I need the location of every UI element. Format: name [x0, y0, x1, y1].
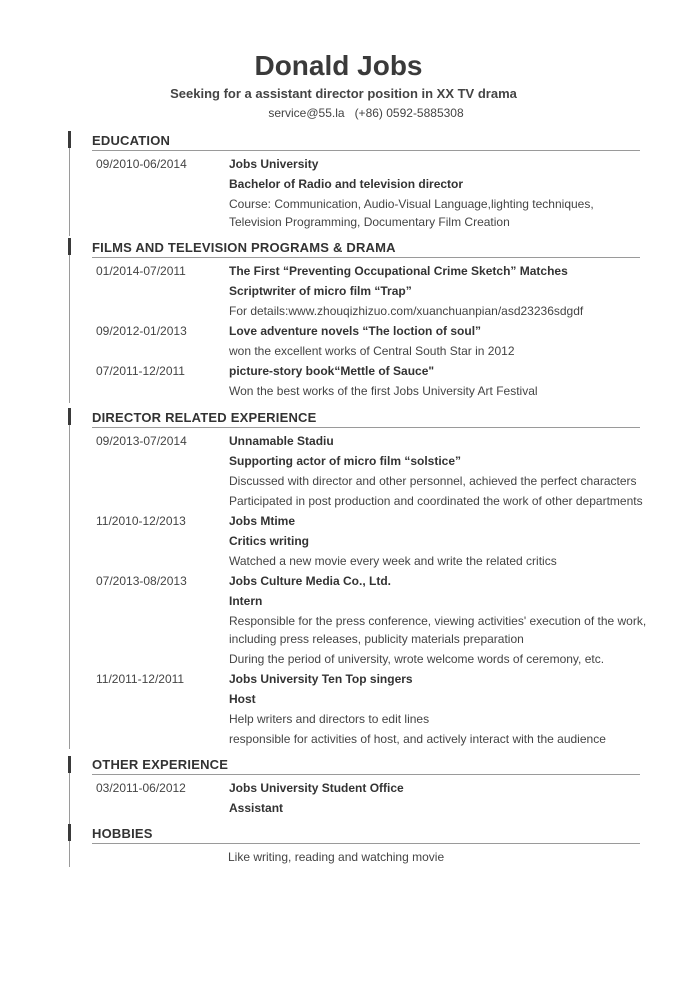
- desc-row: [0, 613, 700, 633]
- film-desc-row: [0, 343, 700, 363]
- degree: Bachelor of Radio and television director: [229, 177, 464, 191]
- role: Intern: [229, 594, 263, 608]
- film-heading: The First “Preventing Occupational Crime Sketch” Matches: [229, 264, 568, 278]
- role-row: [0, 800, 700, 820]
- experience-entry: [0, 433, 700, 453]
- film-heading: picture-story book“Mettle of Sauce": [229, 364, 435, 378]
- film-desc-row: [0, 303, 700, 323]
- section-marker: [68, 756, 71, 773]
- desc-line: Discussed with director and other personnel, achieved the perfect characters: [229, 474, 637, 488]
- hobbies-row: [0, 849, 700, 869]
- section-title-director: DIRECTOR RELATED EXPERIENCE: [92, 410, 317, 425]
- entry-date: 03/2011-06/2012: [96, 781, 186, 795]
- course-line: Course: Communication, Audio-Visual Language,lighting techniques,: [229, 197, 594, 211]
- role-row: [0, 691, 700, 711]
- section-title-education: EDUCATION: [92, 133, 171, 148]
- section-title-other: OTHER EXPERIENCE: [92, 757, 229, 772]
- film-heading: Love adventure novels “The loction of soul”: [229, 324, 482, 338]
- role-row: [0, 453, 700, 473]
- desc-line: responsible for activities of host, and actively interact with the audience: [229, 732, 606, 746]
- desc-row: [0, 473, 700, 493]
- entry-date: 09/2012-01/2013: [96, 324, 187, 338]
- org-name: Jobs Mtime: [229, 514, 296, 528]
- entry-date: 11/2011-12/2011: [96, 672, 185, 686]
- entry-date: 07/2013-08/2013: [96, 574, 187, 588]
- section-rule: [92, 843, 640, 844]
- film-entry: [0, 323, 700, 343]
- section-rule: [92, 257, 640, 258]
- role: Critics writing: [229, 534, 310, 548]
- course-line: Television Programming, Documentary Film Creation: [229, 215, 510, 229]
- experience-entry: [0, 780, 700, 800]
- section-marker: [68, 238, 71, 255]
- org-name: Jobs University Ten Top singers: [229, 672, 413, 686]
- role: Supporting actor of micro film “solstice”: [229, 454, 462, 468]
- education-entry: [0, 156, 700, 176]
- entry-date: 07/2011-12/2011: [96, 364, 185, 378]
- desc-row: [0, 553, 700, 573]
- role: Assistant: [229, 801, 284, 815]
- section-marker: [68, 131, 71, 148]
- film-role-row: [0, 283, 700, 303]
- entry-date: 09/2010-06/2014: [96, 157, 187, 171]
- job-objective: Seeking for a assistant director position in XX TV drama: [170, 86, 517, 101]
- entry-date: 09/2013-07/2014: [96, 434, 187, 448]
- desc-line: Watched a new movie every week and write the related critics: [229, 554, 557, 568]
- film-desc: won the excellent works of Central South Star in 2012: [229, 344, 515, 358]
- desc-line: During the period of university, wrote welcome words of ceremony, etc.: [229, 652, 605, 666]
- desc-line: Help writers and directors to edit lines: [229, 712, 430, 726]
- contact-line: [0, 106, 700, 120]
- desc-row: [0, 631, 700, 651]
- section-rule: [92, 427, 640, 428]
- desc-line: Participated in post production and coordinated the work of other departments: [229, 494, 643, 508]
- experience-entry: [0, 671, 700, 691]
- desc-row: [0, 711, 700, 731]
- org-name: Jobs University Student Office: [229, 781, 404, 795]
- role: Host: [229, 692, 256, 706]
- film-entry: [0, 263, 700, 283]
- org-name: Jobs Culture Media Co., Ltd.: [229, 574, 392, 588]
- desc-row: [0, 493, 700, 513]
- entry-date: 11/2010-12/2013: [96, 514, 186, 528]
- course-row: [0, 196, 700, 216]
- role-row: [0, 533, 700, 553]
- entry-date: 01/2014-07/2011: [96, 264, 186, 278]
- section-title-films: FILMS AND TELEVISION PROGRAMS & DRAMA: [92, 240, 396, 255]
- phone: (+86) 0592-5885308: [354, 106, 464, 120]
- degree-row: [0, 176, 700, 196]
- desc-line: including press releases, publicity materials preparation: [229, 632, 524, 646]
- film-role: Scriptwriter of micro film “Trap”: [229, 284, 412, 298]
- desc-row: [0, 651, 700, 671]
- candidate-name: Donald Jobs: [254, 50, 423, 81]
- email: service@55.la: [268, 106, 345, 120]
- section-marker: [68, 408, 71, 425]
- hobbies-text: Like writing, reading and watching movie: [228, 850, 445, 864]
- film-desc: Won the best works of the first Jobs University Art Festival: [229, 384, 538, 398]
- section-title-hobbies: HOBBIES: [92, 826, 153, 841]
- desc-row: [0, 731, 700, 751]
- section-rule: [92, 150, 640, 151]
- film-entry: [0, 363, 700, 383]
- desc-line: Responsible for the press conference, viewing activities' execution of the work,: [229, 614, 647, 628]
- section-marker: [68, 824, 71, 841]
- school-name: Jobs University: [229, 157, 319, 171]
- section-rule: [92, 774, 640, 775]
- org-name: Unnamable Stadiu: [229, 434, 334, 448]
- experience-entry: [0, 513, 700, 533]
- film-desc: For details:www.zhouqizhizuo.com/xuanchuanpian/asd23236sdgdf: [229, 304, 584, 318]
- experience-entry: [0, 573, 700, 593]
- course-row: [0, 214, 700, 234]
- film-desc-row: [0, 383, 700, 403]
- role-row: [0, 593, 700, 613]
